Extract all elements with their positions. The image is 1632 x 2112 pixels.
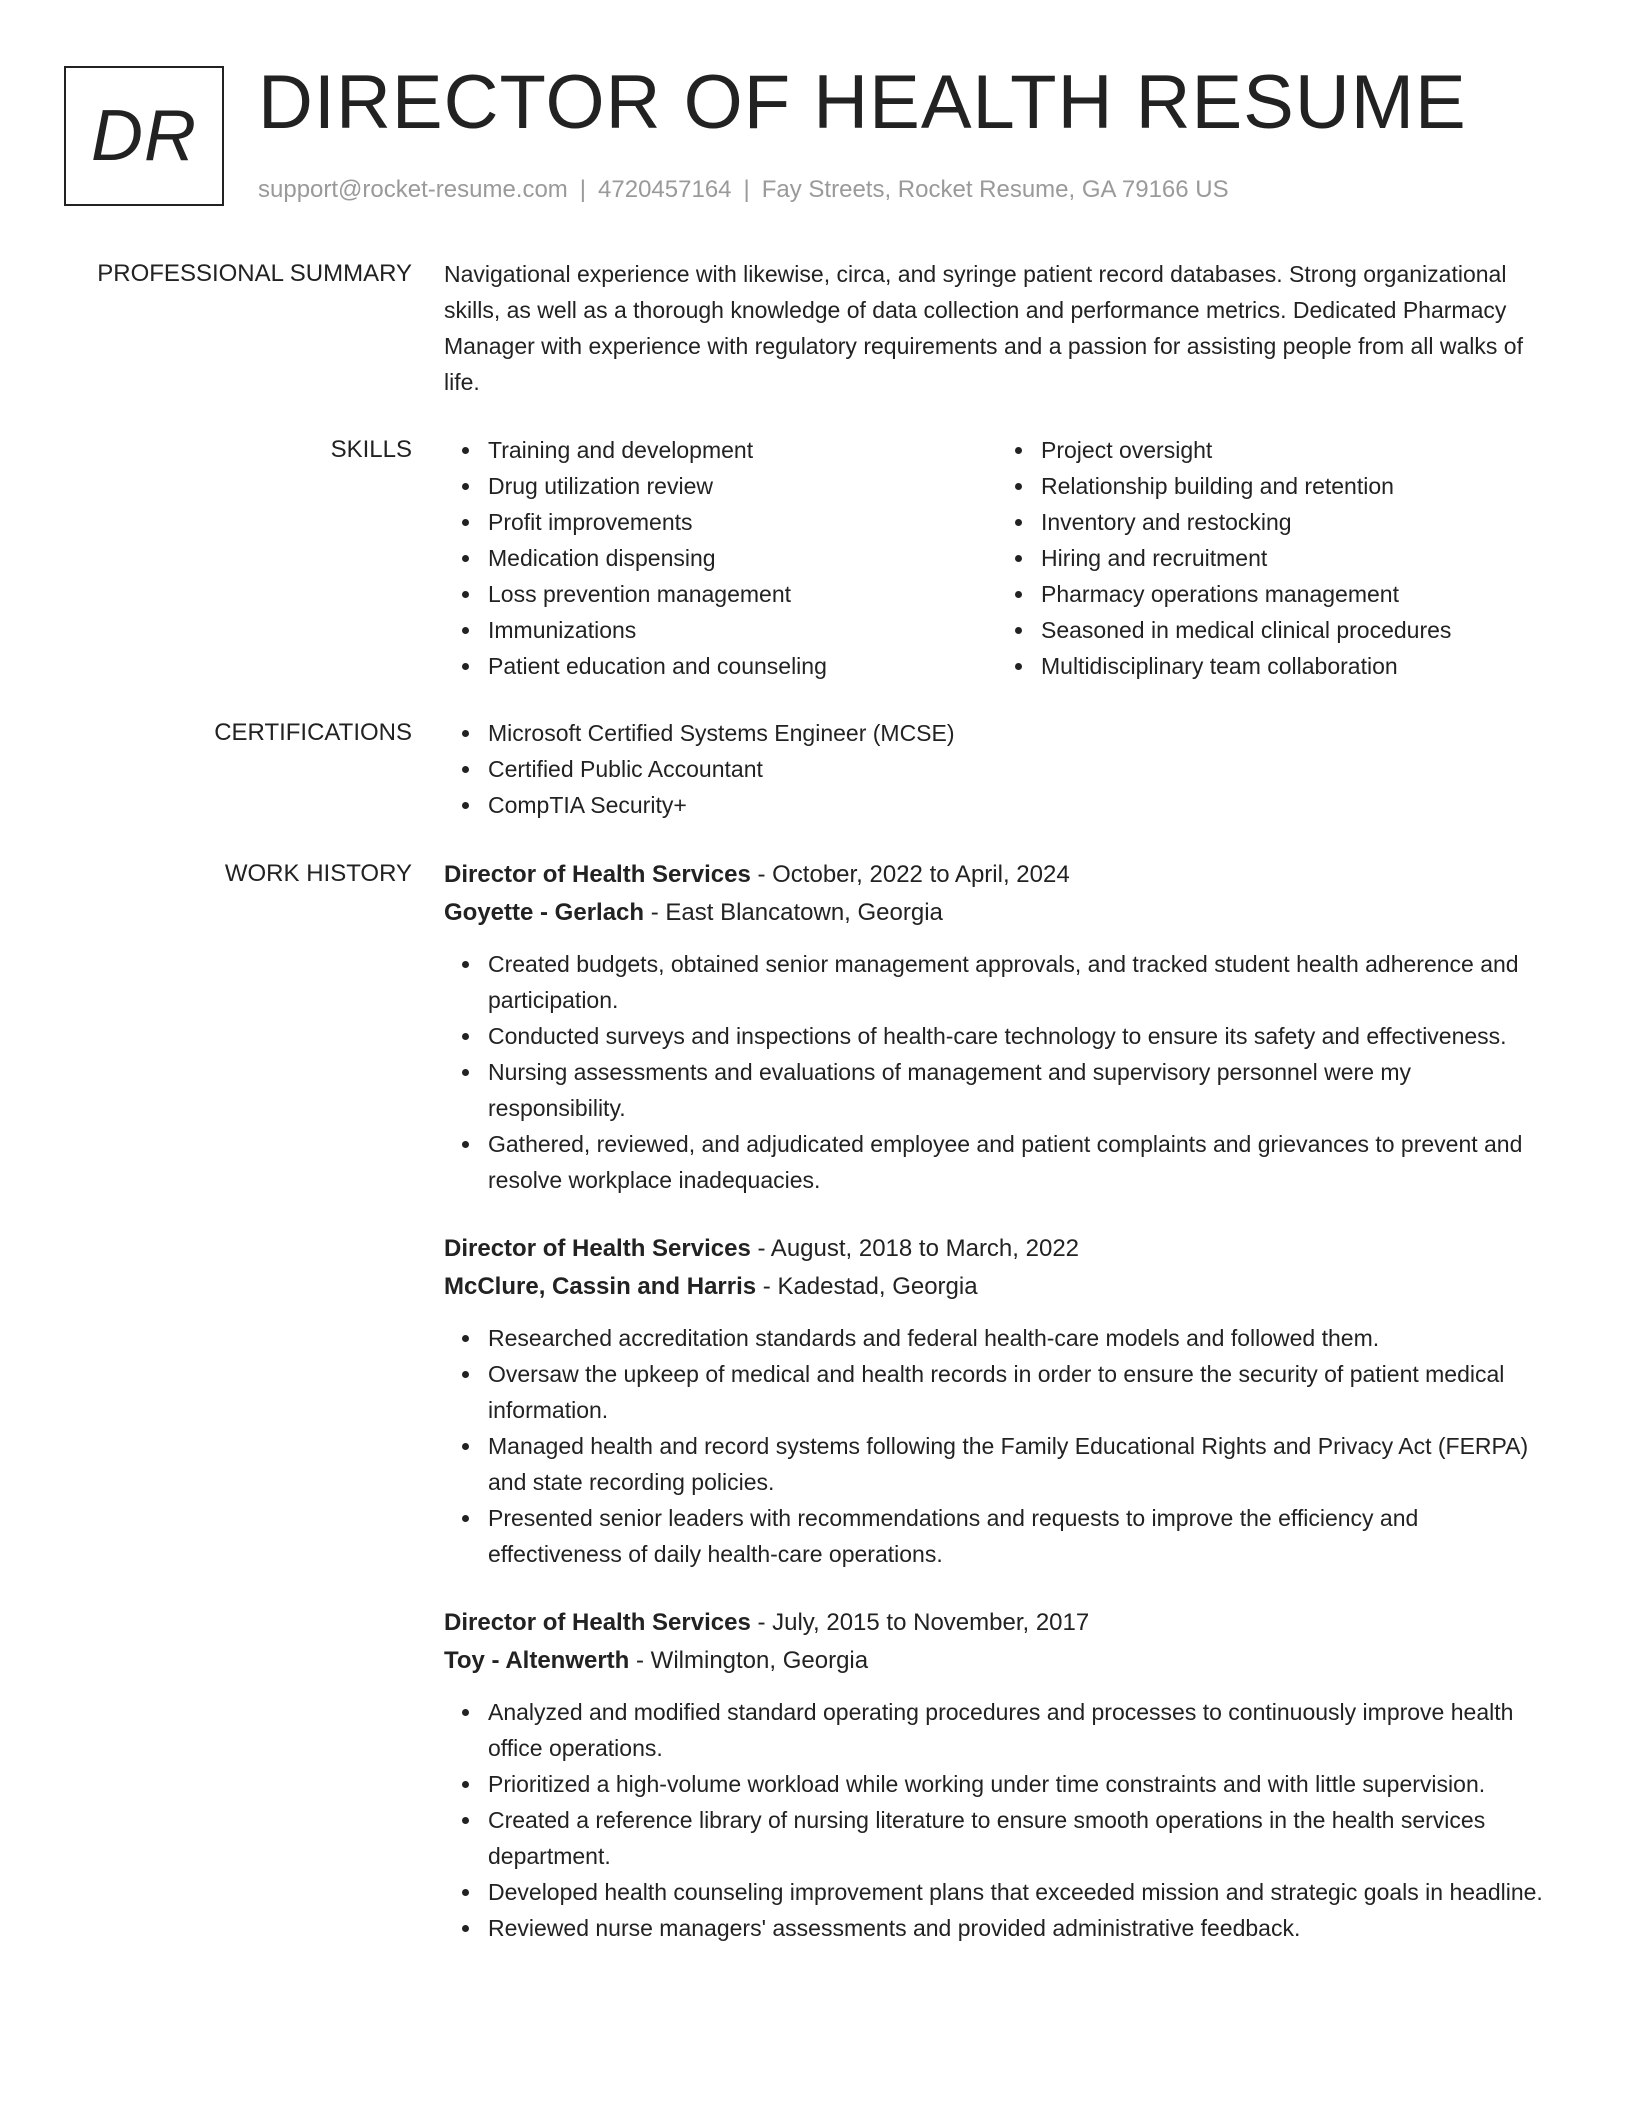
- skill-item: Project oversight: [1041, 432, 1550, 468]
- job-entry: [444, 1230, 1550, 1572]
- job-dates: - October, 2022 to April, 2024: [757, 861, 1070, 888]
- skills-heading: SKILLS: [330, 436, 412, 463]
- job-bullet: Nursing assessments and evaluations of management and supervisory personnel were my responsibility.: [488, 1054, 1550, 1126]
- skills-list-right: [997, 432, 1550, 684]
- skill-item: Pharmacy operations management: [1041, 576, 1550, 612]
- work-history-heading: WORK HISTORY: [224, 860, 412, 887]
- contact-separator: |: [579, 176, 587, 203]
- skill-item: Patient education and counseling: [488, 648, 997, 684]
- job-bullet-list: [444, 1320, 1550, 1572]
- job-bullet: Prioritized a high-volume workload while working under time constraints and with little supervision.: [488, 1766, 1550, 1802]
- job-company: McClure, Cassin and Harris: [444, 1273, 757, 1300]
- contact-phone[interactable]: 4720457164: [598, 176, 732, 203]
- work-history-content: [444, 856, 1550, 1946]
- job-bullet: Analyzed and modified standard operating procedures and processes to continuously improve health office operations.: [488, 1694, 1550, 1766]
- job-title-line: [444, 856, 1550, 894]
- job-bullet: Developed health counseling improvement plans that exceeded mission and strategic goals in headline.: [488, 1874, 1550, 1910]
- job-dates: - August, 2018 to March, 2022: [757, 1235, 1080, 1262]
- job-dates: - July, 2015 to November, 2017: [757, 1609, 1090, 1636]
- job-bullet: Oversaw the upkeep of medical and health records in order to ensure the security of patient medical information.: [488, 1356, 1550, 1428]
- job-bullet: Researched accreditation standards and federal health-care models and followed them.: [488, 1320, 1550, 1356]
- job-bullet: Created budgets, obtained senior management approvals, and tracked student health adherence and participation.: [488, 946, 1550, 1018]
- skill-item: Multidisciplinary team collaboration: [1041, 648, 1550, 684]
- job-bullet: Gathered, reviewed, and adjudicated employee and patient complaints and grievances to prevent and resolve workplace inadequacies.: [488, 1126, 1550, 1198]
- job-title-line: [444, 1230, 1550, 1268]
- job-company: Toy - Altenwerth: [444, 1647, 630, 1674]
- job-bullet: Reviewed nurse managers' assessments and provided administrative feedback.: [488, 1910, 1550, 1946]
- certifications-heading: CERTIFICATIONS: [214, 719, 412, 746]
- skill-item: Loss prevention management: [488, 576, 997, 612]
- contact-address: Fay Streets, Rocket Resume, GA 79166 US: [761, 176, 1229, 203]
- certification-item: Certified Public Accountant: [488, 751, 1550, 787]
- job-bullet: Conducted surveys and inspections of health-care technology to ensure its safety and effectiveness.: [488, 1018, 1550, 1054]
- job-title: Director of Health Services: [444, 861, 751, 888]
- skill-item: Drug utilization review: [488, 468, 997, 504]
- skill-item: Training and development: [488, 432, 997, 468]
- skill-item: Hiring and recruitment: [1041, 540, 1550, 576]
- certification-item: Microsoft Certified Systems Engineer (MCSE): [488, 715, 1550, 751]
- job-bullet-list: [444, 1694, 1550, 1946]
- job-location: - East Blancatown, Georgia: [650, 899, 943, 926]
- job-bullet: Presented senior leaders with recommendations and requests to improve the efficiency and effectiveness of daily health-care operations.: [488, 1500, 1550, 1572]
- job-company-line: [444, 1268, 1550, 1306]
- job-bullet: Managed health and record systems following the Family Educational Rights and Privacy Act (FERPA) and state recording policies.: [488, 1428, 1550, 1500]
- job-bullet-list: [444, 946, 1550, 1198]
- job-company: Goyette - Gerlach: [444, 899, 645, 926]
- skill-item: Seasoned in medical clinical procedures: [1041, 612, 1550, 648]
- skill-item: Relationship building and retention: [1041, 468, 1550, 504]
- skill-item: Immunizations: [488, 612, 997, 648]
- job-entry: [444, 1604, 1550, 1946]
- skills-grid: [444, 432, 1550, 684]
- contact-separator: |: [743, 176, 750, 203]
- certifications-list: [444, 715, 1550, 823]
- job-location: - Kadestad, Georgia: [762, 1273, 978, 1300]
- job-bullet: Created a reference library of nursing literature to ensure smooth operations in the health services department.: [488, 1802, 1550, 1874]
- contact-line: [258, 174, 1229, 206]
- skill-item: Medication dispensing: [488, 540, 997, 576]
- summary-text: Navigational experience with likewise, circa, and syringe patient record databases. Strong organizational skills, as well as a thorough knowledge of data collection and performance metrics. Dedicated Pharmacy Manager with experience with regulatory requirements and a passion for assisting people from all walks of life.: [444, 261, 1523, 395]
- job-title-line: [444, 1604, 1550, 1642]
- job-title: Director of Health Services: [444, 1609, 751, 1636]
- skills-list-left: [444, 432, 997, 684]
- page-title: DIRECTOR OF HEALTH RESUME: [258, 60, 1467, 145]
- job-company-line: [444, 1642, 1550, 1680]
- skill-item: Inventory and restocking: [1041, 504, 1550, 540]
- job-title: Director of Health Services: [444, 1235, 751, 1262]
- job-entry: [444, 856, 1550, 1198]
- certification-item: CompTIA Security+: [488, 787, 1550, 823]
- skill-item: Profit improvements: [488, 504, 997, 540]
- monogram-logo: DR: [64, 66, 224, 206]
- summary-heading: PROFESSIONAL SUMMARY: [97, 260, 412, 287]
- certifications-content: [444, 715, 1550, 823]
- job-location: - Wilmington, Georgia: [636, 1647, 869, 1674]
- contact-email[interactable]: support@rocket-resume.com: [258, 176, 568, 203]
- job-company-line: [444, 894, 1550, 932]
